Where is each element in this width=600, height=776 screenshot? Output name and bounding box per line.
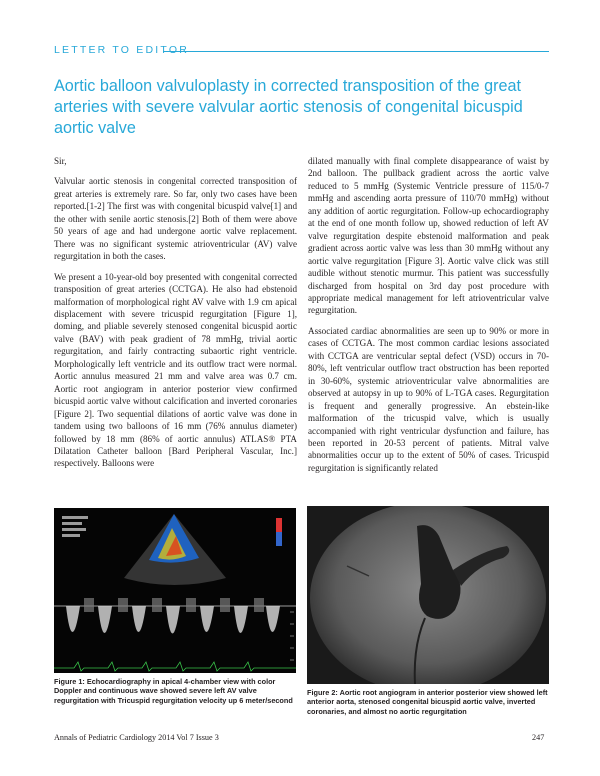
journal-footer: Annals of Pediatric Cardiology 2014 Vol 7 Issue 3 <box>54 733 219 742</box>
figure-1-caption: Figure 1: Echocardiography in apical 4-chamber view with color Doppler and continuous wave showed severe left AV valve regurgitation with Tricuspid regurgitation velocity up 6 meter/second <box>54 677 293 705</box>
figure-2-caption: Figure 2: Aortic root angiogram in anterior posterior view showed left anterior aorta, stenosed congenital bicuspid aortic valve, inverted coronaries, and almost no aortic regurgitation <box>307 688 548 716</box>
figure-1-echocardiogram <box>54 508 296 673</box>
body-paragraph: Valvular aortic stenosis in congenital corrected transposition of great arteries is extremely rare. So far, only two cases have been reported.[1-2] The first was with congenital bicuspid valve[1] and the other with senile aortic stenosis.[2] Both of them were above 50 years of age and had undergone aortic valve replacement. There was no significant systemic atrioventricular (AV) valve regurgitation in both the cases. <box>54 176 297 262</box>
figure-2-angiogram <box>307 506 549 684</box>
section-rule <box>163 51 549 52</box>
echo-image <box>54 508 296 673</box>
body-paragraph: dilated manually with final complete disappearance of waist by 2nd balloon. The pullback gradient across the aortic valve reduced to 5 mmHg (Systemic Ventricle pressure of 115/0-7 mmHg and ascending aorta pressure of 110/70 mmHg) without any addition of aortic regurgitation. Follow-up echocardiography at the end of one month follow up, showed reduction of left AV valve regurgitation despite ebstenoid malformation and peak gradient across aortic valve was less than 30 mmHg without any aortic valve regurgitation [Figure 3]. Aortic valve click was still audible without stenotic murmur. This patient was successfully discharged from hospital on 3rd day post procedure with appropriate medical management for left atrioventricular valve regurgitation. <box>308 156 549 316</box>
left-column <box>54 155 297 478</box>
right-column <box>308 155 549 482</box>
section-label: LETTER TO EDITOR <box>54 44 189 56</box>
article-title: Aortic balloon valvuloplasty in corrected transposition of the great arteries with severe valvular aortic stenosis of congenital bicuspid aortic valve <box>54 77 523 137</box>
body-paragraph: Associated cardiac abnormalities are seen up to 90% or more in cases of CCTGA. The most common cardiac lesions associated with CCTGA are ventricular septal defect (VSD) occurs in 70-80%, left ventricular outflow tract obstruction has been reported in 30-60%, systemic atrioventricular valve abnormalities are observed at autopsy in up to 90% of L-TGA cases. Regurgitation is frequent and generally progressive. An ebstein-like malformation of the tricuspid valve, which is usually accompanied with right ventricular dysfunction and failure, has been reported in 20-53 percent of patients. Mitral valve abnormalities occur up to the extent of 50% of cases. Tricuspid regurgitation is significantly related <box>308 325 549 473</box>
angiogram-image <box>307 506 549 684</box>
page-number: 247 <box>532 733 545 742</box>
salutation: Sir, <box>54 156 67 166</box>
body-paragraph: We present a 10-year-old boy presented with congenital corrected transposition of great arteries (CCTGA). He also had ebstenoid malformation of morphological right AV valve with 1.9 cm apical displacement with severe tricuspid regurgitation [Figure 1], doming, and pliable severely stenosed congenital bicuspid aortic valve (BAV) with peak gradient of 78 mmHg, trivial aortic regurgitation, and fairly contracting subaortic right ventricle. Morphologically left ventricle and its outflow tract were normal. Aortic annulus measured 21 mm and valve area was 0.7 cm. Aortic root angiogram in anterior posterior view confirmed bicuspid aortic valve without calcification and inverted coronaries [Figure 2]. Two sequential dilations of aortic valve was done in tandem using two balloons of 16 mm (76% annulus diameter) followed by 18 mm (86% of aortic annulus) ATLAS® PTA Dilatation Catheter balloon [Bard Peripheral Vascular, Inc.] respectively. Balloons were <box>54 271 297 469</box>
